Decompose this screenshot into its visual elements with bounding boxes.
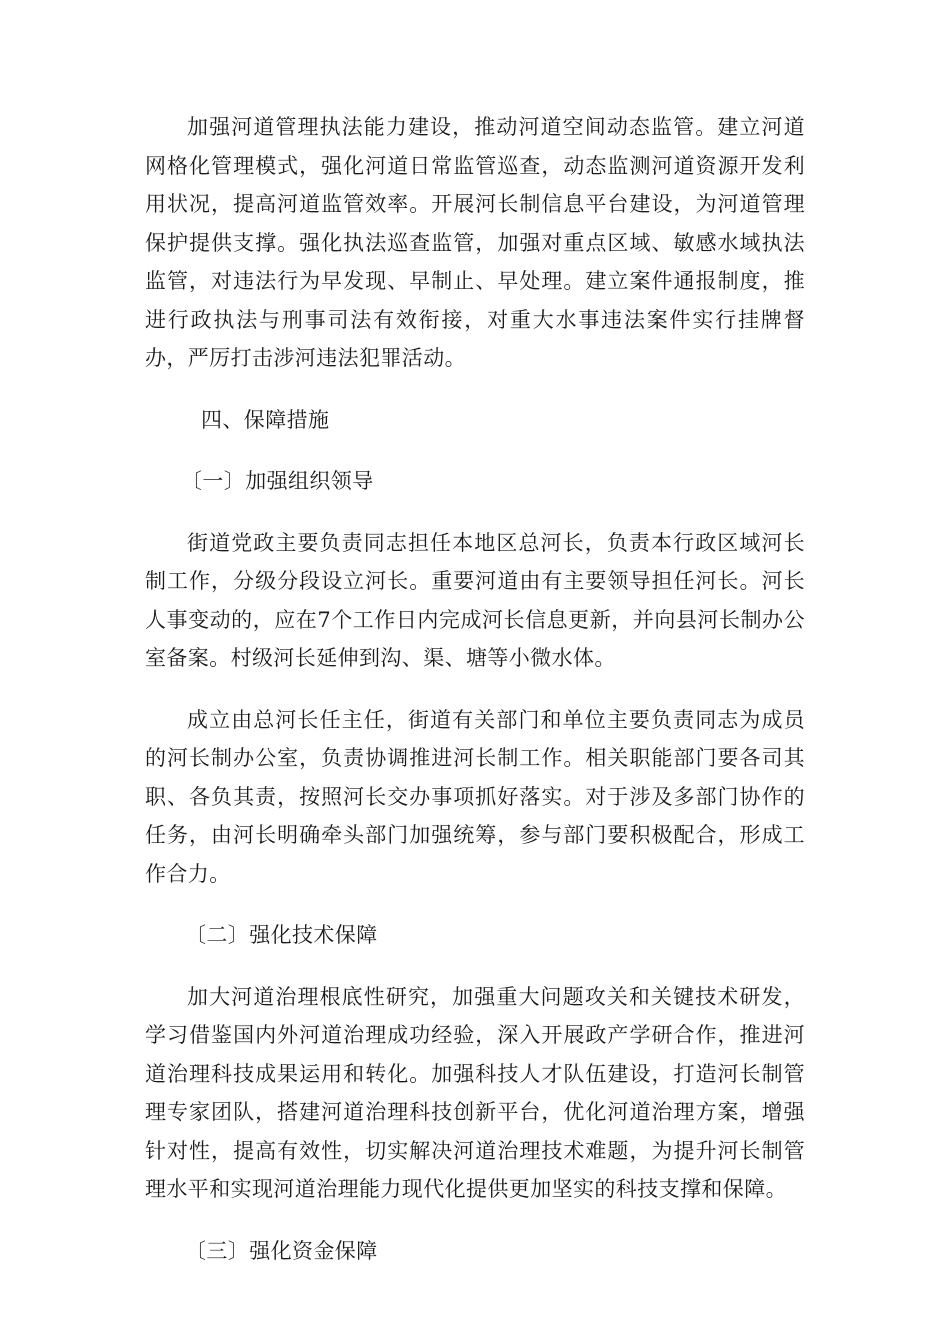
paragraph-enforcement: 加强河道管理执法能力建设，推动河道空间动态监管。建立河道网格化管理模式，强化河道日常监管巡查，动态监测河道资源开发利用状况，提高河道监管效率。开展河长制信息平台建设，为河道管理保护提供支撑。强化执法巡查监管，加强对重点区域、敏感水域执法监管，对违法行为早发现、早制止、早处理。建立案件通报制度，推进行政执法与刑事司法有效衔接，对重大水事违法案件实行挂牌督办，严厉打击涉河违法犯罪活动。 [145, 115, 805, 370]
section-heading-safeguards: 四、保障措施 [201, 407, 330, 432]
subsection-heading-funding: 〔三〕强化资金保障 [185, 1238, 378, 1263]
document-page [145, 108, 805, 1293]
paragraph-technical-support: 加大河道治理根底性研究，加强重大问题攻关和关键技术研发，学习借鉴国内外河道治理成功经验，深入开展政产学研合作，推进河道治理科技成果运用和转化。加强科技人才队伍建设，打造河长制管理专家团队，搭建河道治理科技创新平台，优化河道治理方案，增强针对性，提高有效性，切实解决河道治理技术难题，为提升河长制管理水平和实现河道治理能力现代化提供更加坚实的科技支撑和保障。 [145, 984, 805, 1201]
subsection-heading-technical: 〔二〕强化技术保障 [185, 923, 378, 947]
subsection-heading-organization: 〔一〕加强组织领导 [181, 469, 374, 493]
paragraph-river-chief-office: 成立由总河长任主任，街道有关部门和单位主要负责同志为成员的河长制办公室，负责协调推进河长制工作。相关职能部门要各司其职、各负其责，按照河长交办事项抓好落实。对于涉及多部门协作的任务，由河长明确牵头部门加强统筹，参与部门要积极配合，形成工作合力。 [145, 707, 805, 886]
paragraph-river-chief-appointment: 街道党政主要负责同志担任本地区总河长，负责本行政区域河长制工作，分级分段设立河长。重要河道由有主要领导担任河长。河长人事变动的，应在7个工作日内完成河长信息更新，并向县河长制办公室备案。村级河长延伸到沟、渠、塘等小微水体。 [145, 530, 805, 670]
